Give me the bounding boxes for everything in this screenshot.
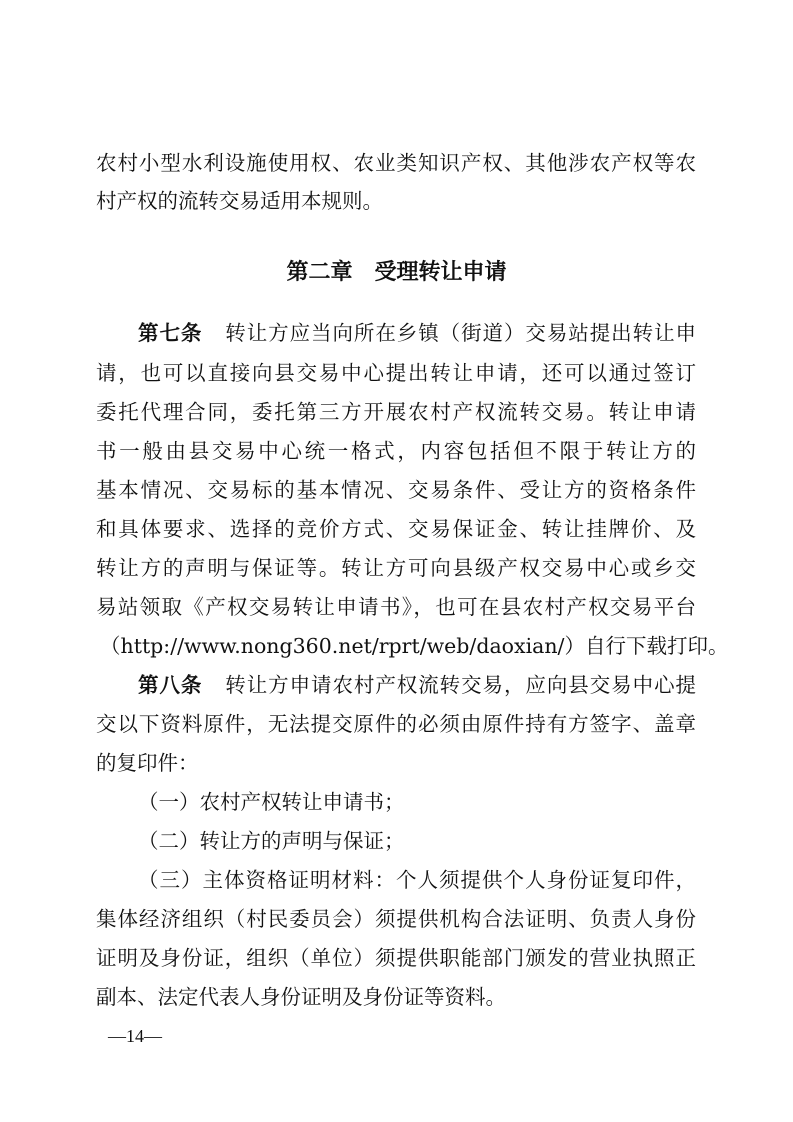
article8-item-1: （一）农村产权转让申请书； <box>138 790 405 814</box>
article8-item-3: （三）主体资格证明材料：个人须提供个人身份证复印件， <box>138 868 696 892</box>
article7-line-5: 基本情况、交易标的基本情况、交易条件、受让方的资格条件 <box>96 478 696 502</box>
article7-line-6: 和具体要求、选择的竞价方式、交易保证金、转让挂牌价、及 <box>96 517 696 541</box>
intro-line-1: 农村小型水利设施使用权、农业类知识产权、其他涉农产权等农 <box>96 151 696 175</box>
chapter-title: 第二章 受理转让申请 <box>286 260 507 285</box>
article8-item-2: （二）转让方的声明与保证； <box>138 829 405 853</box>
article8-item-3-line-4: 副本、法定代表人身份证明及身份证等资料。 <box>96 985 506 1009</box>
article7-first-line <box>138 318 696 348</box>
page-number: —14— <box>108 1026 162 1046</box>
article8-item-3-line-3: 证明及身份证，组织（单位）须提供职能部门颁发的营业执照正 <box>96 946 696 970</box>
article7-text-1: 转让方应当向所在乡镇（街道）交易站提出转让申 <box>224 321 697 345</box>
article7-label: 第七条 <box>138 321 203 345</box>
article7-line-3: 委托代理合同，委托第三方开展农村产权流转交易。转让申请 <box>96 400 696 424</box>
article7-line-9: （http://www.nong360.net/rprt/web/daoxian/）自行下载打印。 <box>100 634 729 658</box>
article7-line-2: 请，也可以直接向县交易中心提出转让申请，还可以通过签订 <box>96 361 696 385</box>
article7-line-4: 书一般由县交易中心统一格式，内容包括但不限于转让方的 <box>96 439 696 463</box>
article7-line-7: 转让方的声明与保证等。转让方可向县级产权交易中心或乡交 <box>96 556 696 580</box>
article8-first-line <box>138 670 696 700</box>
article8-line-3: 的复印件： <box>96 751 199 775</box>
article8-text-1: 转让方申请农村产权流转交易，应向县交易中心提 <box>224 673 697 697</box>
intro-line-2: 村产权的流转交易适用本规则。 <box>96 189 383 213</box>
article8-label: 第八条 <box>138 673 203 697</box>
article8-line-2: 交以下资料原件，无法提交原件的必须由原件持有方签字、盖章 <box>96 712 696 736</box>
article7-line-8: 易站领取《产权交易转让申请书》，也可在县农村产权交易平台 <box>96 595 696 619</box>
article8-item-3-line-2: 集体经济组织（村民委员会）须提供机构合法证明、负责人身份 <box>96 907 696 931</box>
